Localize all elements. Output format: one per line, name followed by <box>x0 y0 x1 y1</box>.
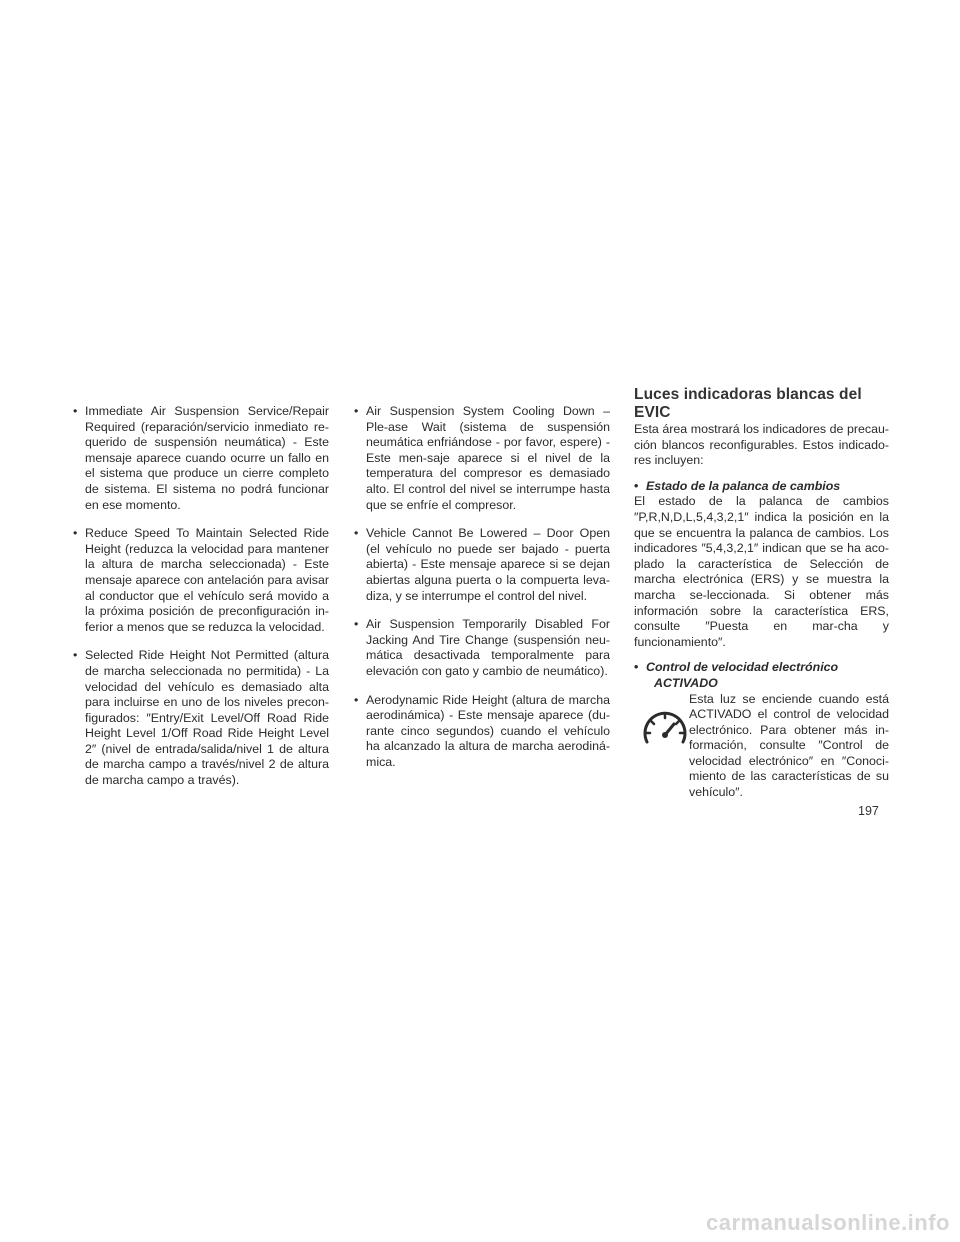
page-number: 197 <box>858 804 879 818</box>
list-item-text: Selected Ride Height Not Permitted (altura de marcha seleccionada no permitida) - La velocidad del vehículo es demasiado alta para incluirse en uno de los niveles precon-figurados: ″Entry/Exit Level/Off Road Ride Height Level 1/Off Road Ride Height Level 2″ (nivel de entrada/salida/nivel 1 de altura de marcha campo a través/nivel 2 de altura de marcha campo a través). <box>85 648 329 788</box>
list-item <box>354 526 610 604</box>
bullet-marker: • <box>634 478 639 493</box>
gear-status-heading-text: Estado de la palanca de cambios <box>646 478 841 493</box>
column-left <box>73 404 329 802</box>
list-item <box>354 404 610 513</box>
bullet-marker: • <box>634 660 639 675</box>
bullet-marker: • <box>354 404 359 418</box>
bullet-marker: • <box>73 648 78 663</box>
list-item <box>73 404 329 513</box>
cruise-control-paragraph: Esta luz se enciende cuando está ACTIVADO el control de velocidad electrónico. Para obtener más in-formación, consulte ″Control de velocidad electrónico″ en ″Conoci-miento de las características de su vehículo″. <box>689 691 889 800</box>
cruise-control-block <box>634 692 889 801</box>
intro-paragraph: Esta área mostrará los indicadores de precau-ción blancos reconfigurables. Estos indicado-res incluyen: <box>634 422 889 468</box>
column-right <box>634 386 889 801</box>
watermark: carmanualsonline.info <box>706 1210 950 1235</box>
gear-status-paragraph: El estado de la palanca de cambios ″P,R,N,D,L,5,4,3,2,1″ indica la posición en la que se encuentra la palanca de cambios. Los indicadores ″5,4,3,2,1″ indican que se ha aco-plado la característica de Selección de marcha electrónica (ERS) y se muestra la marcha se-leccionada. Si obtener más información sobre la característica ERS, consulte ″Puesta en mar-cha y funcionamiento″. <box>634 494 889 649</box>
list-item-text: Reduce Speed To Maintain Selected Ride Height (reduzca la velocidad para mantener la altura de marcha seleccionada) - Este mensaje aparece con antelación para avisar al conductor que el vehículo será movido a la próxima posición de preconfiguración in-ferior a menos que se reduzca la velocidad. <box>85 526 329 634</box>
bullet-marker: • <box>354 617 359 632</box>
speedometer-icon <box>638 704 692 752</box>
list-item-text: Vehicle Cannot Be Lowered – Door Open (el vehículo no puede ser bajado - puerta abierta) - Este mensaje aparece si se dejan abiertas alguna puerta o la compuerta leva-diza, y se interrumpe el control del nivel. <box>366 526 610 603</box>
section-title: Luces indicadoras blancas del EVIC <box>634 386 862 421</box>
list-item-text: Immediate Air Suspension Service/Repair Required (reparación/servicio inmediato re-querido de suspensión neumática) - Este mensaje aparece cuando ocurre un fallo en el sistema que produce un cierre completo de sistema. El sistema no podrá funcionar en ese momento. <box>85 404 329 512</box>
gear-status-heading <box>634 479 889 495</box>
list-item-text: Air Suspension System Cooling Down – Ple-ase Wait (sistema de suspensión neumática enfriándose - por favor, espere) - Este men-saje aparece si el nivel de la temperatura del compresor es demasiado alto. El control del nivel se interrumpe hasta que se enfríe el compresor. <box>366 404 610 512</box>
list-item <box>354 693 610 771</box>
list-item-text: Air Suspension Temporarily Disabled For Jacking And Tire Change (suspensión neu-mática desactivada temporalmente para elevación con gato y cambio de neumático). <box>366 617 610 678</box>
bullet-marker: • <box>73 404 78 418</box>
list-item <box>354 617 610 679</box>
list-item <box>73 648 329 788</box>
cruise-control-heading-line1: Control de velocidad electrónico <box>646 660 839 675</box>
column-middle <box>354 404 610 783</box>
cruise-control-heading <box>634 660 889 691</box>
bullet-marker: • <box>354 692 359 707</box>
bullet-marker: • <box>73 526 78 541</box>
bullet-marker: • <box>354 526 359 541</box>
list-item-text: Aerodynamic Ride Height (altura de marcha aerodinámica) - Este mensaje aparece (du-rante cinco segundos) cuando el vehículo ha alcanzado la altura de marcha aerodiná-mica. <box>366 692 610 769</box>
list-item <box>73 526 329 635</box>
cruise-control-heading-line2: ACTIVADO <box>654 675 718 690</box>
